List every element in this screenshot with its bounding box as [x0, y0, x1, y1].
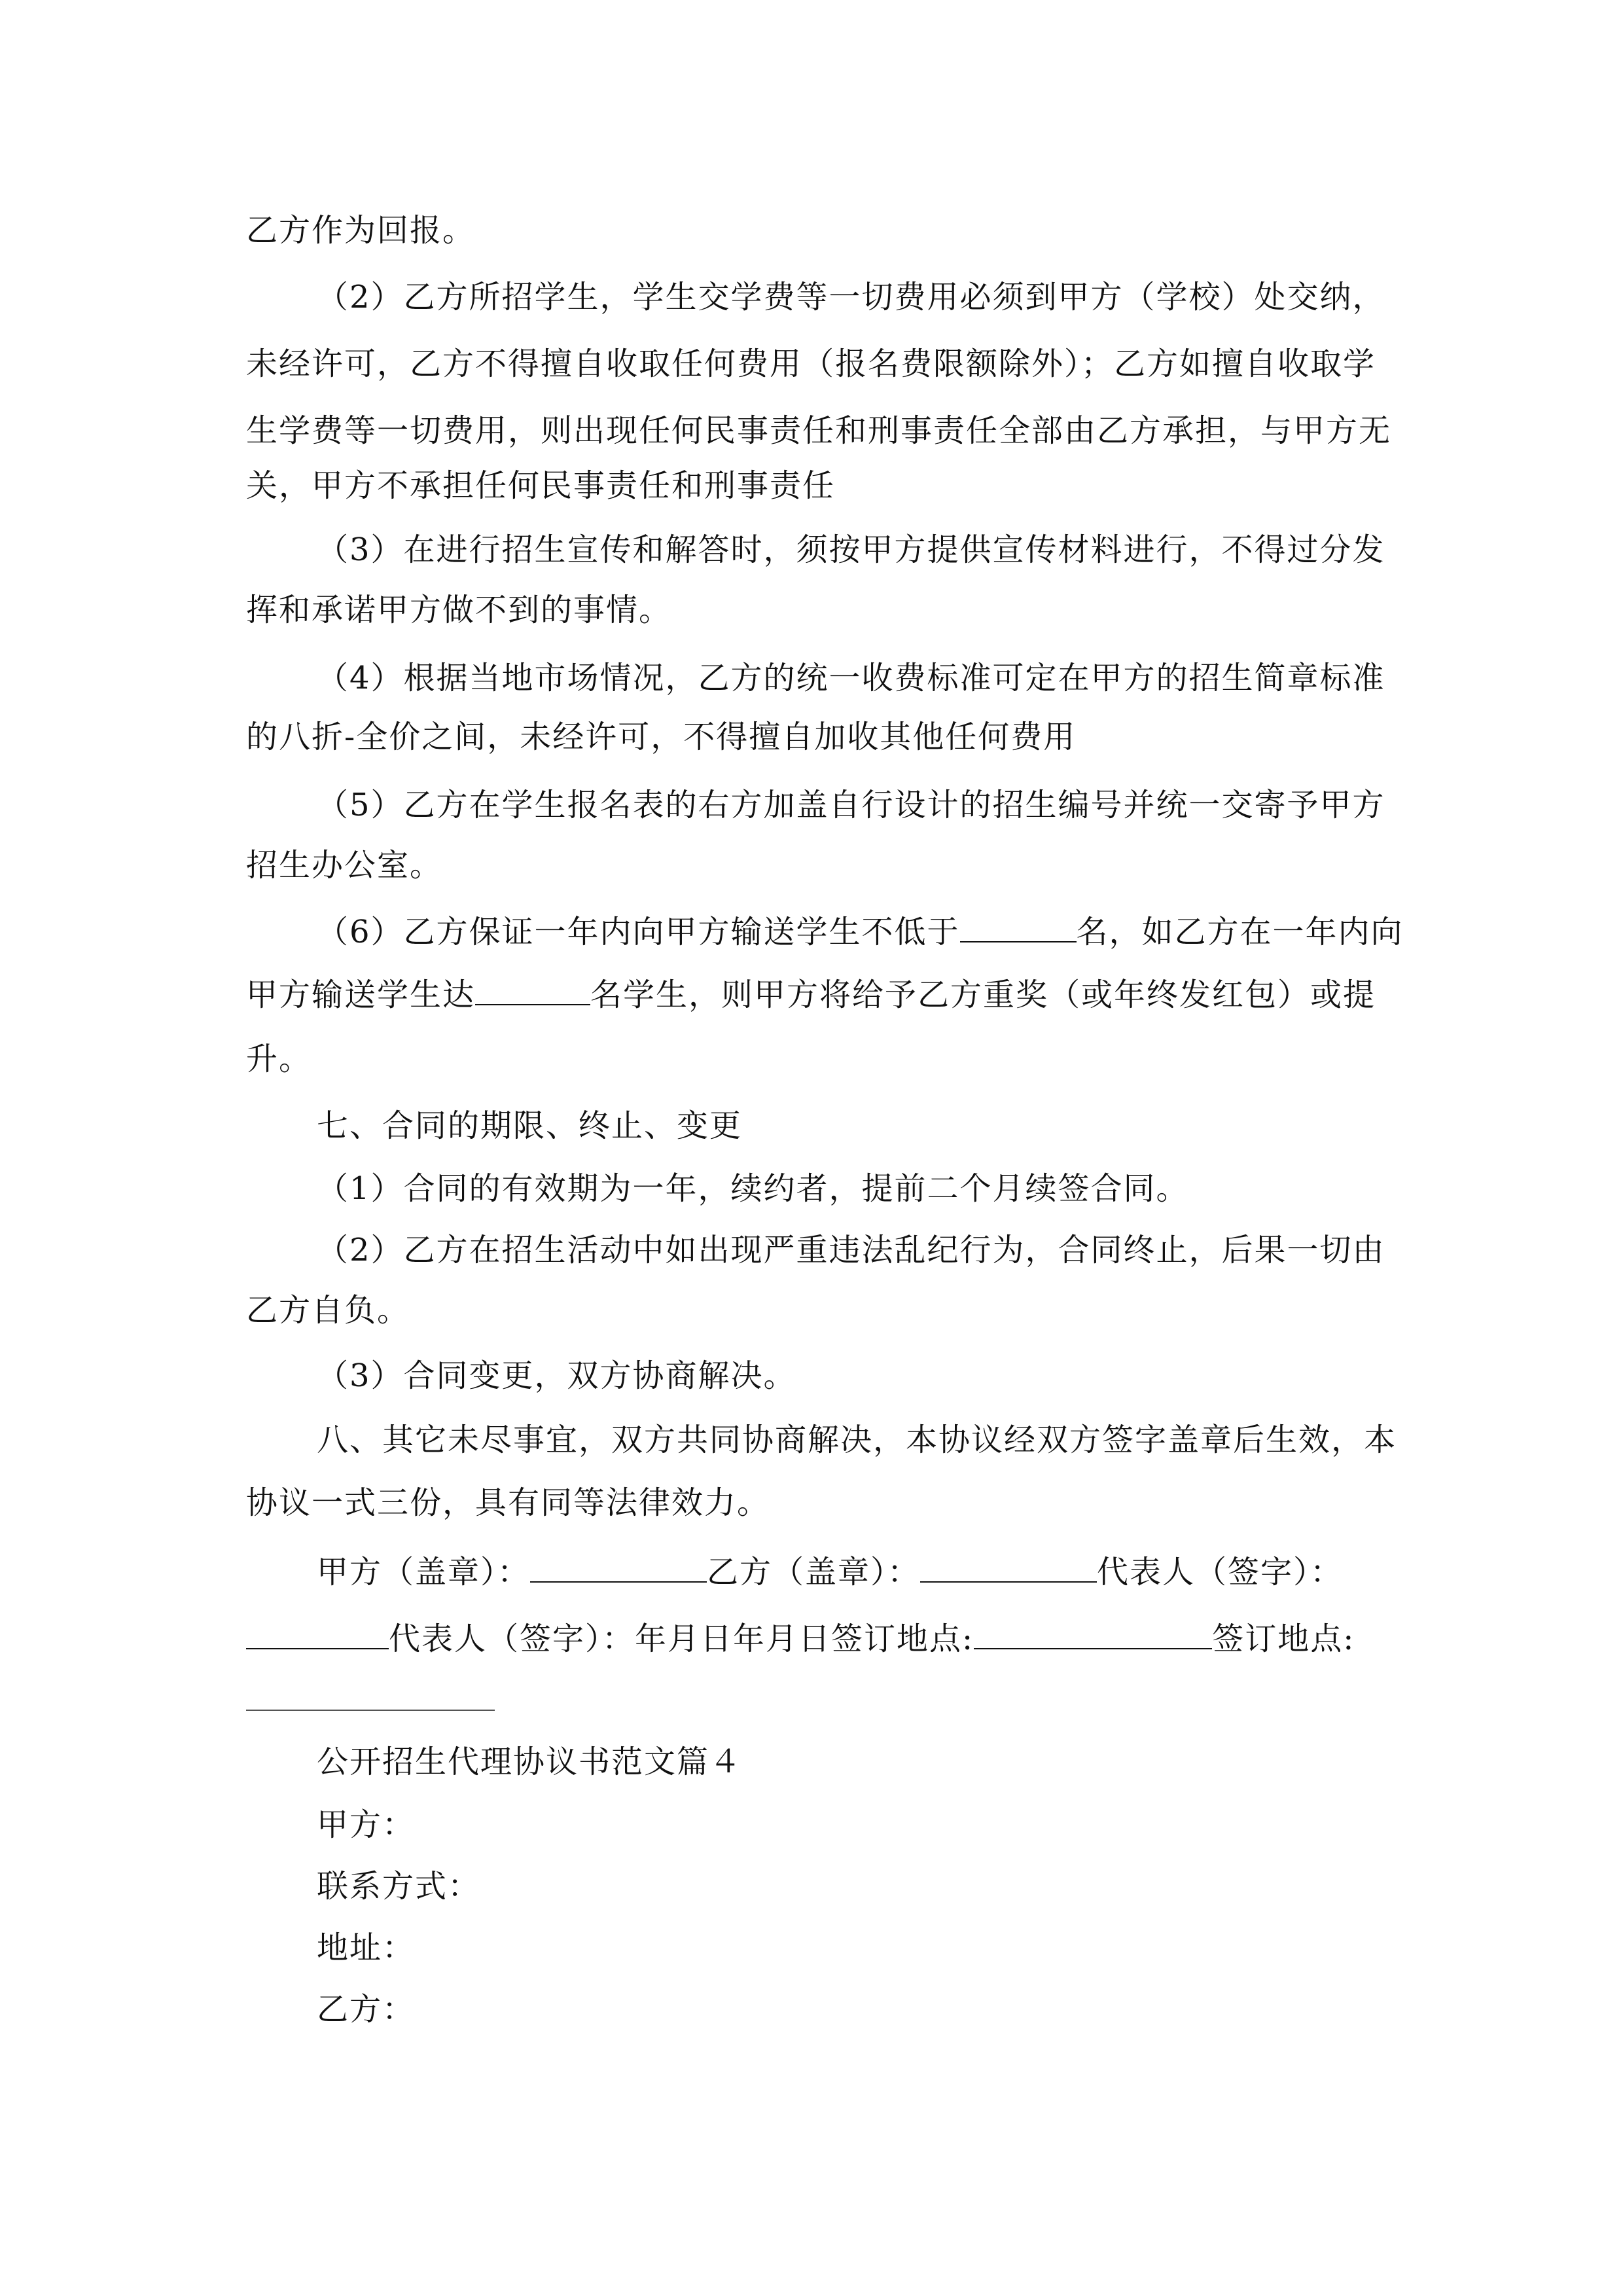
clause-6-line-2 — [246, 975, 1376, 1014]
clause-6-text-b: 名，如乙方在一年内向 — [1076, 914, 1404, 950]
clause-5-line-1: （5）乙方在学生报名表的右方加盖自行设计的招生编号并统一交寄予甲方 — [317, 787, 1385, 823]
rep-sign-label-1: 代表人（签字）： — [1097, 1554, 1344, 1590]
template-4-title: 公开招生代理协议书范文篇４ — [317, 1744, 743, 1780]
section-7-item-1: （1）合同的有效期为一年，续约者，提前二个月续签合同。 — [317, 1170, 1189, 1207]
clause-3-line-1: （3）在进行招生宣传和解答时，须按甲方提供宣传材料进行，不得过分发 — [317, 531, 1385, 568]
party-b-seal-blank[interactable] — [920, 1555, 1097, 1583]
rep-sign-label-2: 代表人（签字）： — [389, 1621, 635, 1657]
clause-4-line-2: 的八折-全价之间，未经许可，不得擅自加收其他任何费用 — [246, 719, 1077, 755]
template-4-address: 地址： — [317, 1929, 416, 1966]
clause-2-line-4: 关，甲方不承担任何民事责任和刑事责任 — [246, 467, 836, 504]
party-b-seal-label: 乙方（盖章）： — [707, 1554, 921, 1590]
clause-5-line-2: 招生办公室。 — [246, 847, 443, 884]
place-label-2: 签订地点: — [1212, 1621, 1355, 1657]
section-7-heading: 七、合同的期限、终止、变更 — [317, 1107, 743, 1144]
student-count-blank[interactable] — [960, 915, 1077, 942]
section-7-item-2-line-2: 乙方自负。 — [246, 1292, 410, 1329]
section-7-item-3: （3）合同变更，双方协商解决。 — [317, 1357, 796, 1394]
clause-6-text-d: 名学生，则甲方将给予乙方重奖（或年终发红包）或提 — [590, 977, 1376, 1013]
rep-sign-blank-1[interactable] — [246, 1622, 389, 1649]
template-4-party-b: 乙方： — [317, 1991, 416, 2028]
clause-2-line-1: （2）乙方所招学生，学生交学费等一切费用必须到甲方（学校）处交纳， — [317, 279, 1385, 315]
clause-6-line-3: 升。 — [246, 1041, 312, 1077]
signature-line-2 — [246, 1619, 1355, 1659]
reward-count-blank[interactable] — [475, 978, 590, 1005]
clause-2-line-2: 未经许可，乙方不得擅自收取任何费用（报名费限额除外）；乙方如擅自收取学 — [246, 346, 1376, 382]
clause-6-line-1 — [317, 912, 1404, 952]
clause-6-text-c: 甲方输送学生达 — [246, 977, 476, 1013]
signature-line-1 — [317, 1552, 1343, 1592]
clause-3-line-2: 挥和承诺甲方做不到的事情。 — [246, 592, 672, 628]
signing-place-blank[interactable] — [974, 1622, 1212, 1649]
clause-6-text-a: （6）乙方保证一年内向甲方输送学生不低于 — [317, 914, 960, 950]
divider-rule — [246, 1710, 495, 1711]
section-7-item-2-line-1: （2）乙方在招生活动中如出现严重违法乱纪行为，合同终止，后果一切由 — [317, 1232, 1385, 1268]
party-a-seal-blank[interactable] — [530, 1555, 707, 1583]
clause-4-line-1: （4）根据当地市场情况，乙方的统一收费标准可定在甲方的招生简章标准 — [317, 660, 1385, 696]
dates-place-label: 年月日年月日签订地点: — [635, 1621, 974, 1657]
clause-2-line-3: 生学费等一切费用，则出现任何民事责任和刑事责任全部由乙方承担，与甲方无 — [246, 412, 1392, 449]
template-4-contact: 联系方式： — [317, 1868, 481, 1905]
section-8-line-2: 协议一式三份，具有同等法律效力。 — [246, 1484, 770, 1521]
template-4-party-a: 甲方： — [317, 1806, 416, 1843]
party-a-seal-label: 甲方（盖章）： — [317, 1554, 531, 1590]
section-8-line-1: 八、其它未尽事宜，双方共同协商解决，本协议经双方签字盖章后生效，本 — [317, 1422, 1397, 1458]
paragraph-line: 乙方作为回报。 — [246, 212, 476, 249]
